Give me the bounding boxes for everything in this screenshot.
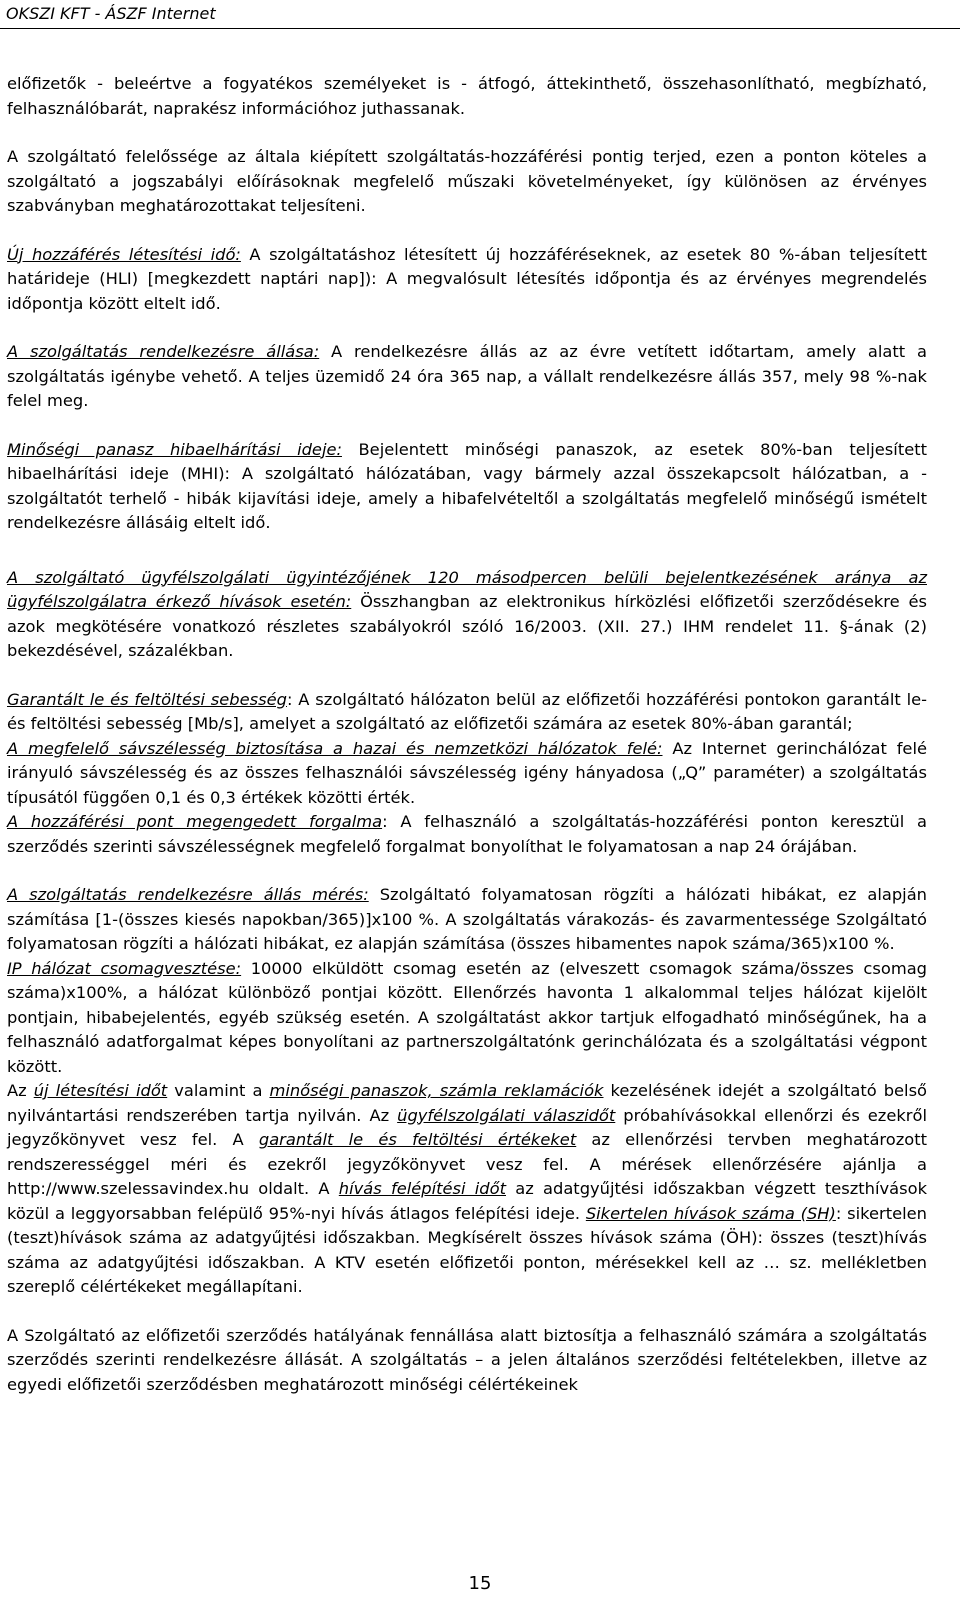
paragraph-guaranteed-speed <box>7 688 927 737</box>
paragraph-bandwidth <box>7 737 927 811</box>
text-bandwidth: Az Internet gerinchálózat felé irányuló sávszélesség és az összes felhasználói sávszélesség igény hányadosa („Q” paraméter) a szolgáltatás típusától függően 0,1 és 0,3 értékek közötti érték. <box>7 738 927 807</box>
term-new-access: új létesítési időt <box>33 1081 168 1100</box>
paragraph-customer-service <box>7 566 927 664</box>
term-guaranteed-speed: Garantált le és feltöltési sebesség <box>7 689 287 709</box>
text-fault-repair: Bejelentett minőségi panaszok, az esetek 80%-ban teljesített hibaelhárítási ideje (MHI): A szolgáltató hálózatában, vagy bármely azzal összekapcsolt hálózatban, a - szolgáltatót terhelő - hibák kijavítási ideje, amely a hibafelvételtől a szolgáltatás megfelelő minőségű ismételt rendelkezésre állásáig eltelt idő. <box>7 439 927 532</box>
paragraph-availability <box>7 340 927 414</box>
text-segment: próbahívásokkal ellenőrzi és ezekről jegyzőkönyvet vesz fel. A <box>7 1105 927 1149</box>
term-call-setup-time: hívás felépítési időt <box>338 1179 506 1198</box>
text-customer-service: Összhangban az elektronikus hírközlési előfizetői szerződésekre és azok megkötésére vonatkozó részletes szabályokról szóló 16/2003. (XII. 27.) IHM rendelet 11. §-ának (2) bekezdésével, százalékban. <box>7 592 927 660</box>
paragraph-measurement-methods <box>7 1079 927 1300</box>
text-access-traffic: : A felhasználó a szolgáltatás-hozzáférési ponton keresztül a szerződés szerinti sávszélességnek megfelelő forgalmat bonyolíthat le folyamatosan a nap 24 órájában. <box>7 812 927 856</box>
paragraph-packet-loss <box>7 957 927 1080</box>
term-new-access-time: Új hozzáférés létesítési idő: <box>7 244 241 264</box>
term-fault-repair: Minőségi panasz hibaelhárítási ideje: <box>7 439 342 459</box>
paragraph-responsibility: A szolgáltató felelőssége az általa kiépített szolgáltatás-hozzáférési pontig terjed, ezen a ponton köteles a szolgáltató a jogszabályi előírásoknak megfelelő műszaki követelményeket, így különösen az érvényes szabványban meghatározottakat teljesíteni. <box>7 147 927 215</box>
term-failed-calls: Sikertelen hívások száma (SH) <box>585 1203 836 1223</box>
text-guaranteed-speed: : A szolgáltató hálózaton belül az előfizetői hozzáférési pontokon garantált le- és feltöltési sebesség [Mb/s], amelyet a szolgáltató az előfizetői számára az esetek 80%-ában garantál; <box>7 689 928 733</box>
text-availability: A rendelkezésre állás az az évre vetített időtartam, amely alatt a szolgáltatás igénybe vehető. A teljes üzemidő 24 óra 365 nap, a vállalt rendelkezésre állás 357, mely 98 %-nak felel meg. <box>7 342 927 410</box>
paragraph-access-traffic <box>7 810 927 859</box>
term-guaranteed-values: garantált le és feltöltési értékeket <box>258 1130 577 1149</box>
document-body <box>7 72 927 1397</box>
text-segment: Az <box>7 1081 34 1100</box>
text-segment: : sikertelen (teszt)hívások száma az adatgyűjtési időszakban. Megkísérelt összes hívások száma (ÖH): összes (teszt)hívás száma az adatgyűjtési időszakban. A KTV esetén előfizetői ponton, mérésekkel kell az … sz. mellékletben szereplő célértékeket megállapítani. <box>7 1203 927 1296</box>
text-segment: az ellenőrzési tervben meghatározott rendszerességgel méri és ezekről jegyzőkönyvet vesz fel. A mérések ellenőrzésére ajánlja a http://www.szelessavindex.hu oldalt. A <box>7 1130 927 1198</box>
term-availability: A szolgáltatás rendelkezésre állása: <box>7 342 320 361</box>
term-availability-measurement: A szolgáltatás rendelkezésre állás mérés: <box>7 885 369 904</box>
term-access-traffic: A hozzáférési pont megengedett forgalma <box>7 812 383 831</box>
paragraph-availability-measurement <box>7 883 927 957</box>
paragraph-contract-availability: A Szolgáltató az előfizetői szerződés hatályának fennállása alatt biztosítja a felhasználó számára a szolgáltatás szerződés szerinti rendelkezésre állását. A szolgáltatás – a jelen általános szerződési feltételekben, illetve az egyedi előfizetői szerződésben meghatározott minőségi célértékeinek <box>7 1325 927 1394</box>
paragraph-fault-repair <box>7 438 927 536</box>
term-bandwidth: A megfelelő sávszélesség biztosítása a hazai és nemzetközi hálózatok felé: <box>7 738 663 758</box>
term-complaints: minőségi panaszok, számla reklamációk <box>269 1081 604 1100</box>
text-availability-measurement: Szolgáltató folyamatosan rögzíti a hálózati hibákat, ez alapján számítása [1-(összes kiesés napokban/365)]x100 %. A szolgáltatás várakozás- és zavarmentessége Szolgáltató folyamatosan rögzíti a hálózati hibákat, ez alapján számítása (összes hibamentes napok száma/365)x100 %. <box>7 885 927 953</box>
document-header: OKSZI KFT - ÁSZF Internet <box>6 4 216 23</box>
text-packet-loss: 10000 elküldött csomag esetén az (elveszett csomagok száma/összes csomag száma)x100%, a hálózat különböző pontjai között. Ellenőrzés havonta 1 alkalommal teljes hálózat kijelölt pontjain, hibabejelentés, egyéb szükség esetén. A szolgáltatást akkor tartjuk elfogadható minőségűnek, ha a felhasználó adatforgalmat képes bonyolítani az partnerszolgáltatónk gerinchálózata és a szolgáltatási végpont között. <box>7 958 928 1076</box>
text-segment: kezelésének idejét a szolgáltató belső nyilvántartási rendszerében tartja nyilván. Az <box>7 1081 928 1125</box>
page-number: 15 <box>468 1573 492 1594</box>
text-new-access-time: A szolgáltatáshoz létesített új hozzáféréseknek, az esetek 80 %-ában teljesített határideje (HLI) [megkezdett naptári nap]): A megvalósult létesítés időpontja és az érvényes megrendelés időpontja között eltelt idő. <box>7 244 927 313</box>
text-segment: valamint a <box>167 1081 270 1100</box>
paragraph-new-access-time <box>7 243 927 317</box>
term-packet-loss: IP hálózat csomagvesztése: <box>7 958 242 978</box>
term-response-time: ügyfélszolgálati válaszidőt <box>397 1105 616 1125</box>
text-segment: az adatgyűjtési időszakban végzett teszthívások közül a leggyorsabban felépülő 95%-nyi hívás átlagos felépítési ideje. <box>7 1179 927 1223</box>
header-divider <box>0 28 960 29</box>
term-customer-service: A szolgáltató ügyfélszolgálati ügyintézőjének 120 másodpercen belüli bejelentkezésének aránya az ügyfélszolgálatra érkező hívások esetén: <box>7 567 927 611</box>
paragraph-intro: előfizetők - beleértve a fogyatékos személyeket is - átfogó, áttekinthető, összehasonlítható, megbízható, felhasználóbarát, naprakész információhoz juthassanak. <box>7 74 927 118</box>
